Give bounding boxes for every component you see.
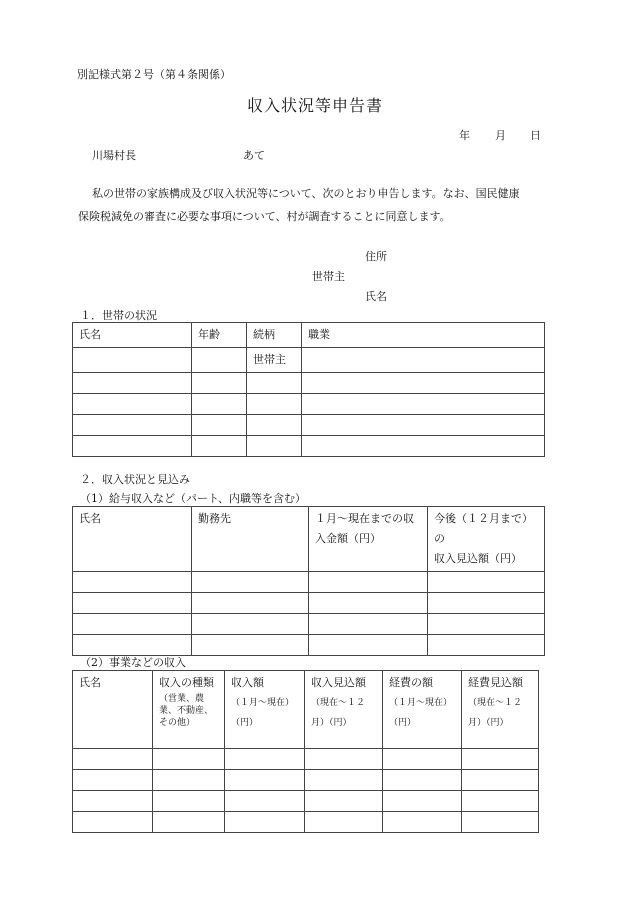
cell-income-type[interactable] bbox=[153, 812, 225, 833]
header-name: 氏名 bbox=[73, 323, 192, 348]
header-income-expected-label: 収入見込額 bbox=[311, 676, 366, 689]
section1-heading: １．世帯の状況 bbox=[80, 309, 157, 322]
header-expected-income-line1: 今後（１２月まで）の bbox=[434, 512, 533, 545]
cell-expense[interactable] bbox=[383, 791, 462, 812]
date-month-label: 月 bbox=[495, 129, 506, 142]
header-expected-income bbox=[428, 507, 545, 572]
cell-workplace[interactable] bbox=[192, 572, 309, 593]
cell-income-to-date[interactable] bbox=[309, 614, 428, 635]
cell-name[interactable] bbox=[73, 415, 192, 436]
header-expense-expected-note: （現在～１２月）（円） bbox=[468, 698, 523, 728]
cell-income-to-date[interactable] bbox=[309, 635, 428, 656]
header-income-type-label: 収入の種類 bbox=[159, 676, 214, 689]
name-label: 氏名 bbox=[365, 290, 387, 303]
cell-age[interactable] bbox=[192, 436, 247, 457]
table-row bbox=[73, 770, 539, 791]
table-header-row bbox=[73, 323, 545, 348]
header-age: 年齢 bbox=[192, 323, 247, 348]
table-row bbox=[73, 812, 539, 833]
header-expense-expected bbox=[462, 671, 539, 749]
body-text-line1: 私の世帯の家族構成及び収入状況等について、次のとおり申告します。なお、国民健康 bbox=[92, 187, 520, 200]
cell-income[interactable] bbox=[225, 812, 305, 833]
cell-expense-expected[interactable] bbox=[462, 812, 539, 833]
cell-relation[interactable] bbox=[247, 373, 302, 394]
addressee-suffix: あて bbox=[243, 149, 265, 162]
household-head-label: 世帯主 bbox=[312, 270, 345, 283]
cell-relation[interactable] bbox=[247, 394, 302, 415]
cell-income-type[interactable] bbox=[153, 770, 225, 791]
cell-name[interactable] bbox=[73, 635, 192, 656]
business-income-heading: （2）事業などの収入 bbox=[80, 656, 186, 669]
form-number: 別記様式第２号（第４条関係） bbox=[77, 68, 231, 81]
cell-income-expected[interactable] bbox=[305, 791, 383, 812]
document-title: 収入状況等申告書 bbox=[246, 96, 383, 115]
cell-occupation[interactable] bbox=[302, 394, 545, 415]
header-name: 氏名 bbox=[73, 507, 192, 572]
cell-name[interactable] bbox=[73, 394, 192, 415]
header-name: 氏名 bbox=[73, 671, 153, 749]
salary-income-table bbox=[72, 506, 545, 656]
cell-workplace[interactable] bbox=[192, 635, 309, 656]
cell-income[interactable] bbox=[225, 791, 305, 812]
header-expense-note: （１月～現在）（円） bbox=[389, 698, 453, 728]
header-income-to-date-line1: １月～現在までの収 bbox=[315, 512, 414, 525]
header-income-expected-note: （現在～１２月）（円） bbox=[311, 698, 366, 728]
header-expense-expected-label: 経費見込額 bbox=[468, 676, 523, 689]
cell-name[interactable] bbox=[73, 572, 192, 593]
cell-expected-income[interactable] bbox=[428, 635, 545, 656]
cell-income-expected[interactable] bbox=[305, 749, 383, 770]
cell-age[interactable] bbox=[192, 373, 247, 394]
cell-name[interactable] bbox=[73, 812, 153, 833]
header-expense-label: 経費の額 bbox=[389, 676, 433, 689]
header-income bbox=[225, 671, 305, 749]
header-relation: 続柄 bbox=[247, 323, 302, 348]
cell-occupation[interactable] bbox=[302, 373, 545, 394]
header-expected-income-line2: 収入見込額（円） bbox=[434, 552, 522, 565]
cell-income-expected[interactable] bbox=[305, 812, 383, 833]
header-income-label: 収入額 bbox=[231, 676, 264, 689]
cell-relation: 世帯主 bbox=[247, 348, 302, 373]
header-income-expected bbox=[305, 671, 383, 749]
body-text-line2: 保険税減免の審査に必要な事項について、村が調査することに同意します。 bbox=[78, 210, 451, 223]
section2-heading: ２．収入状況と見込み bbox=[80, 473, 190, 486]
cell-occupation[interactable] bbox=[302, 415, 545, 436]
cell-name[interactable] bbox=[73, 436, 192, 457]
table-row bbox=[73, 593, 545, 614]
header-income-type-note: （営業、農業、不動産、その他） bbox=[159, 694, 214, 728]
cell-name[interactable] bbox=[73, 614, 192, 635]
header-expense bbox=[383, 671, 462, 749]
cell-workplace[interactable] bbox=[192, 614, 309, 635]
date-day-label: 日 bbox=[530, 129, 541, 142]
cell-occupation[interactable] bbox=[302, 348, 545, 373]
cell-age[interactable] bbox=[192, 415, 247, 436]
business-income-table bbox=[72, 670, 539, 833]
cell-expected-income[interactable] bbox=[428, 572, 545, 593]
cell-age[interactable] bbox=[192, 394, 247, 415]
cell-expense[interactable] bbox=[383, 770, 462, 791]
household-table bbox=[72, 322, 545, 457]
cell-expense-expected[interactable] bbox=[462, 770, 539, 791]
cell-name[interactable] bbox=[73, 373, 192, 394]
table-row bbox=[73, 373, 545, 394]
header-income-note: （１月～現在）（円） bbox=[231, 698, 295, 728]
cell-expense[interactable] bbox=[383, 812, 462, 833]
table-row bbox=[73, 415, 545, 436]
address-label: 住所 bbox=[365, 250, 387, 263]
cell-income-expected[interactable] bbox=[305, 770, 383, 791]
header-income-to-date-line2: 入金額（円） bbox=[315, 532, 381, 545]
cell-expense[interactable] bbox=[383, 749, 462, 770]
salary-income-heading: （1）給与収入など（パート、内職等を含む） bbox=[80, 492, 307, 505]
table-row bbox=[73, 436, 545, 457]
cell-name[interactable] bbox=[73, 791, 153, 812]
header-income-type bbox=[153, 671, 225, 749]
cell-relation[interactable] bbox=[247, 436, 302, 457]
cell-income[interactable] bbox=[225, 749, 305, 770]
cell-expense-expected[interactable] bbox=[462, 791, 539, 812]
cell-income-type[interactable] bbox=[153, 791, 225, 812]
cell-expected-income[interactable] bbox=[428, 593, 545, 614]
cell-income[interactable] bbox=[225, 770, 305, 791]
cell-relation[interactable] bbox=[247, 415, 302, 436]
table-row bbox=[73, 572, 545, 593]
table-row bbox=[73, 614, 545, 635]
cell-name[interactable] bbox=[73, 348, 192, 373]
cell-age[interactable] bbox=[192, 348, 247, 373]
header-workplace: 勤務先 bbox=[192, 507, 309, 572]
cell-income-to-date[interactable] bbox=[309, 572, 428, 593]
cell-expected-income[interactable] bbox=[428, 614, 545, 635]
header-income-to-date bbox=[309, 507, 428, 572]
cell-name[interactable] bbox=[73, 770, 153, 791]
table-row bbox=[73, 791, 539, 812]
cell-income-type[interactable] bbox=[153, 749, 225, 770]
table-row bbox=[73, 348, 545, 373]
table-row bbox=[73, 635, 545, 656]
date-year-label: 年 bbox=[459, 129, 470, 142]
cell-expense-expected[interactable] bbox=[462, 749, 539, 770]
cell-name[interactable] bbox=[73, 593, 192, 614]
table-row bbox=[73, 394, 545, 415]
addressee: 川場村長 bbox=[92, 149, 136, 162]
cell-income-to-date[interactable] bbox=[309, 593, 428, 614]
cell-workplace[interactable] bbox=[192, 593, 309, 614]
table-header-row bbox=[73, 507, 545, 572]
table-row bbox=[73, 749, 539, 770]
cell-name[interactable] bbox=[73, 749, 153, 770]
header-occupation: 職業 bbox=[302, 323, 545, 348]
table-header-row bbox=[73, 671, 539, 749]
cell-occupation[interactable] bbox=[302, 436, 545, 457]
